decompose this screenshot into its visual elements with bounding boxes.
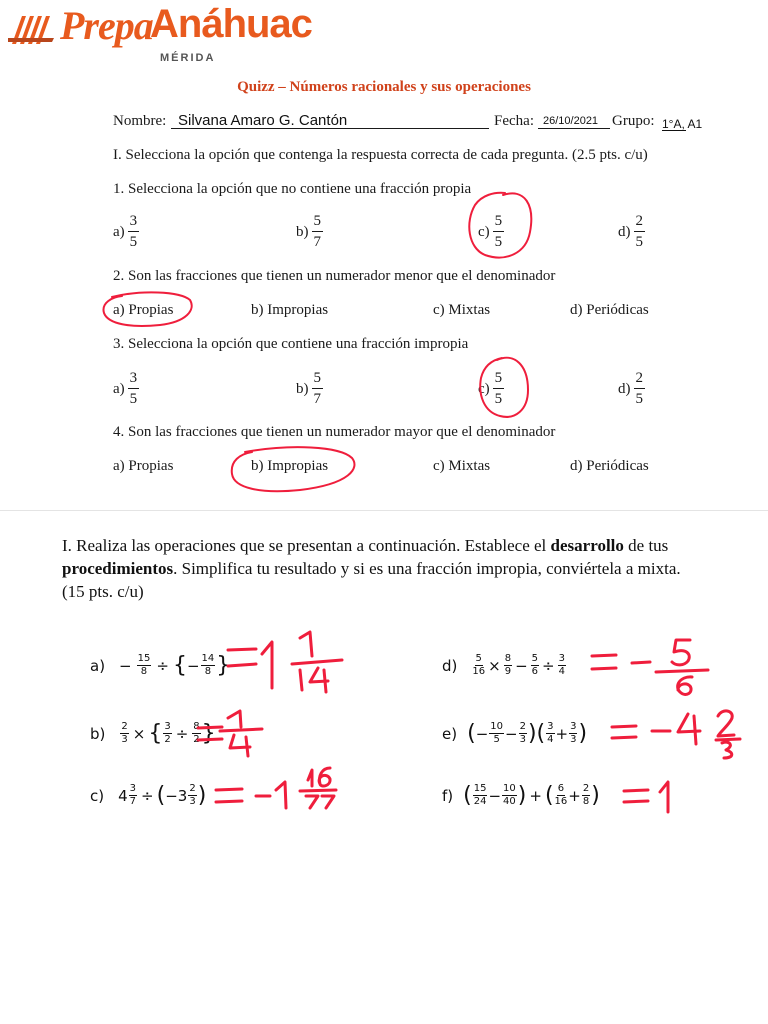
q2-option-a[interactable]: a) Propias [113,302,174,318]
instruction-bold: procedimientos [62,559,174,578]
operation-label: e) [442,724,458,743]
question-4-text: 4. Son las fracciones que tienen un numerador mayor que el denominador [113,424,556,440]
option-fraction: $\frac{2}{5}$ [635,213,643,250]
operation-label: c) [90,786,105,805]
group-label: Grupo: [612,113,655,129]
operation-c: c) 4 $\frac{3}{7}$ ÷ ( −3 2 3 ) [90,782,207,808]
q4-option-a[interactable]: a) Propias [113,458,174,474]
answer-b-ink [198,711,262,756]
option-letter: d) [618,223,631,240]
quiz-title: Quizz – Números racionales y sus operaciones [237,79,531,95]
quiz-instructions: I. Selecciona la opción que contenga la respuesta correcta de cada pregunta. (2.5 pts. c/u) [113,147,648,163]
operation-d: d) $\frac{5}{16}$ × $\frac{8}{9}$ − $\frac{5}{6}$ ÷ $\frac{3}{4}$ [442,653,565,677]
q4-option-d[interactable]: d) Periódicas [570,458,649,474]
instruction-text: de tus [623,536,669,555]
name-value: Silvana Amaro G. Cantón [178,112,348,129]
date-value: 26/10/2021 [543,115,599,127]
question-3-text: 3. Selecciona la opción que contiene una fracción impropia [113,336,469,352]
option-letter: d) [618,380,631,397]
option-fraction: $\frac{5}{7}$ [313,213,321,250]
option-letter: a) [113,223,125,240]
operation-label: f) [442,786,454,805]
instruction-bold: desarrollo [550,536,624,555]
q1-answer-circle [469,193,531,258]
option-letter: b) [296,380,309,397]
option-fraction: $\frac{5}{5}$ [494,213,503,250]
q4-option-b[interactable]: b) Impropias [251,458,329,474]
instruction-text: I. Realiza las operaciones que se presentan a continuación. Establece el [62,536,551,555]
option-fraction: $\frac{5}{5}$ [494,370,503,407]
option-fraction: $\frac{5}{7}$ [313,370,321,407]
option-letter: c) [478,380,490,397]
operation-label: a) [90,656,106,675]
option-fraction: $\frac{2}{5}$ [635,370,643,407]
q2-option-c[interactable]: c) Mixtas [433,302,491,318]
logo-anahuac: Anáhuac [150,2,312,46]
question-2-text: 2. Son las fracciones que tienen un numerador menor que el denominador [113,268,556,284]
answer-e-ink [612,711,740,758]
q2-option-d[interactable]: d) Periódicas [570,302,649,318]
page-divider [0,510,768,511]
instruction-text: . Simplifica tu resultado y si es una fracción impropia, conviértela a mixta. [173,559,681,578]
name-label: Nombre: [113,113,167,129]
operation-label: d) [442,656,458,675]
option-letter: a) [113,380,125,397]
operation-f: f) ( 15 24 − $\frac{10}{40}$ ) + ( 6 16 + $\frac{2}{8}$ ) [442,782,600,808]
answer-f-ink [624,782,668,812]
option-letter: c) [478,223,490,240]
option-fraction: $\frac{3}{5}$ [129,213,138,250]
instruction-text: (15 pts. c/u) [62,582,144,601]
operation-b: b) $\frac{2}{3}$ × { $\frac{3}{2}$ ÷ $\frac{8}{2}$ } [90,720,216,746]
date-label: Fecha: [494,113,534,129]
handwritten-answers [0,620,768,840]
group-value: 1°A, A1 [662,117,703,131]
answer-circles [0,0,768,500]
q3-answer-circle [480,358,528,417]
option-letter: b) [296,223,309,240]
operation-e: e) ( − $\frac{10}{5}$ − $\frac{2}{3}$ ) ( 3 4 + $\frac{3}{3}$ ) [442,720,588,746]
operation-a: a) − $\frac{15}{8}$ ÷ { − $\frac{14}{8}$ } [90,652,231,678]
q4-answer-circle [232,447,355,491]
operations-instructions [62,534,722,603]
answer-d-ink [592,640,708,694]
q2-answer-circle [103,292,191,326]
operation-label: b) [90,724,106,743]
question-1-text: 1. Selecciona la opción que no contiene una fracción propia [113,181,472,197]
q4-option-c[interactable]: c) Mixtas [433,458,491,474]
answer-c-ink [216,768,336,808]
logo-city: MÉRIDA [160,52,216,64]
q2-option-b[interactable]: b) Impropias [251,302,329,318]
answer-a-ink [228,632,342,692]
logo-prepa: Prepa [60,3,153,48]
option-fraction: $\frac{3}{5}$ [129,370,138,407]
